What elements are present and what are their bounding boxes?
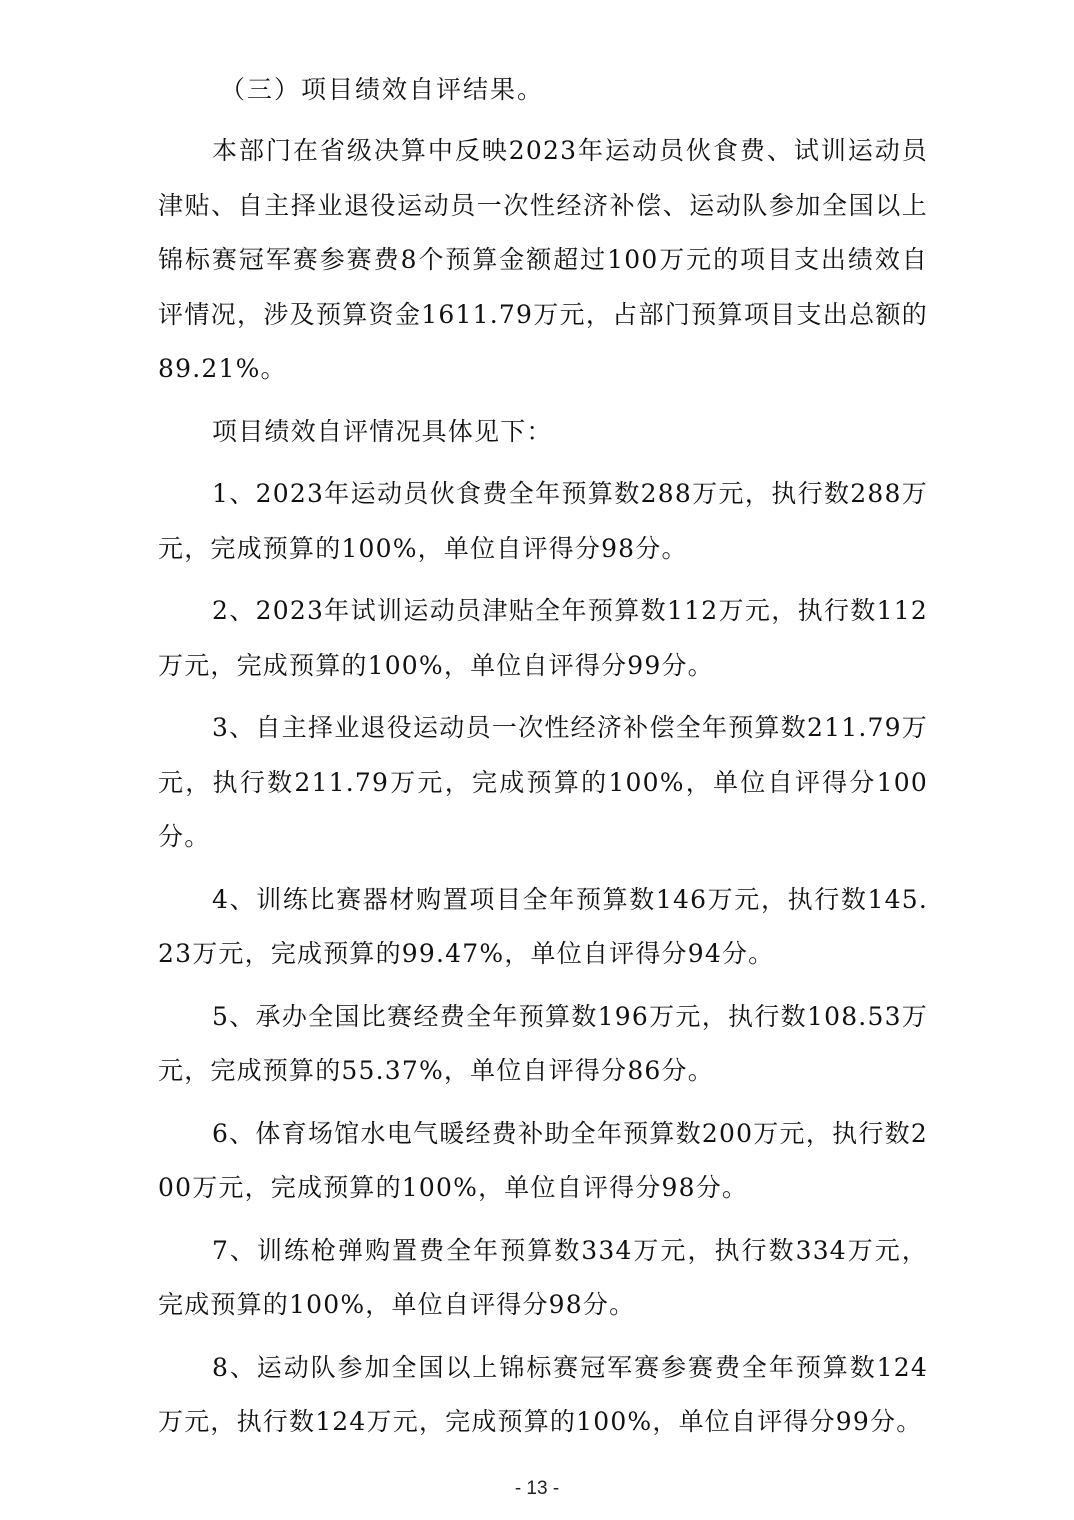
- list-item: 5、承办全国比赛经费全年预算数196万元，执行数108.53万元，完成预算的55.37%，单位自评得分86分。: [158, 1001, 928, 1085]
- document-body: [158, 70, 928, 1458]
- list-item: 6、体育场馆水电气暖经费补助全年预算数200万元，执行数200万元，完成预算的100%，单位自评得分98分。: [158, 1118, 928, 1202]
- list-item: 8、运动队参加全国以上锦标赛冠军赛参赛费全年预算数124万元，执行数124万元，完成预算的100%，单位自评得分99分。: [158, 1352, 928, 1436]
- list-item: 4、训练比赛器材购置项目全年预算数146万元，执行数145.23万元，完成预算的99.47%，单位自评得分94分。: [158, 884, 928, 968]
- details-intro: 项目绩效自评情况具体见下：: [212, 416, 553, 446]
- list-item: 1、2023年运动员伙食费全年预算数288万元，执行数288万元，完成预算的100%，单位自评得分98分。: [158, 479, 928, 563]
- list-item: 7、训练枪弹购置费全年预算数334万元，执行数334万元，完成预算的100%，单位自评得分98分。: [158, 1235, 928, 1319]
- list-item: 3、自主择业退役运动员一次性经济补偿全年预算数211.79万元，执行数211.79万元，完成预算的100%，单位自评得分100分。: [158, 713, 928, 851]
- page-number: - 13 -: [514, 1478, 560, 1499]
- list-item: 2、2023年试训运动员津贴全年预算数112万元，执行数112万元，完成预算的100%，单位自评得分99分。: [158, 596, 928, 680]
- intro-paragraph: 本部门在省级决算中反映2023年运动员伙食费、试训运动员津贴、自主择业退役运动员一次性经济补偿、运动队参加全国以上锦标赛冠军赛参赛费8个预算金额超过100万元的项目支出绩效自评情况，涉及预算资金1611.79万元，占部门预算项目支出总额的89.21%。: [158, 136, 928, 383]
- section-heading: （三）项目绩效自评结果。: [220, 75, 545, 104]
